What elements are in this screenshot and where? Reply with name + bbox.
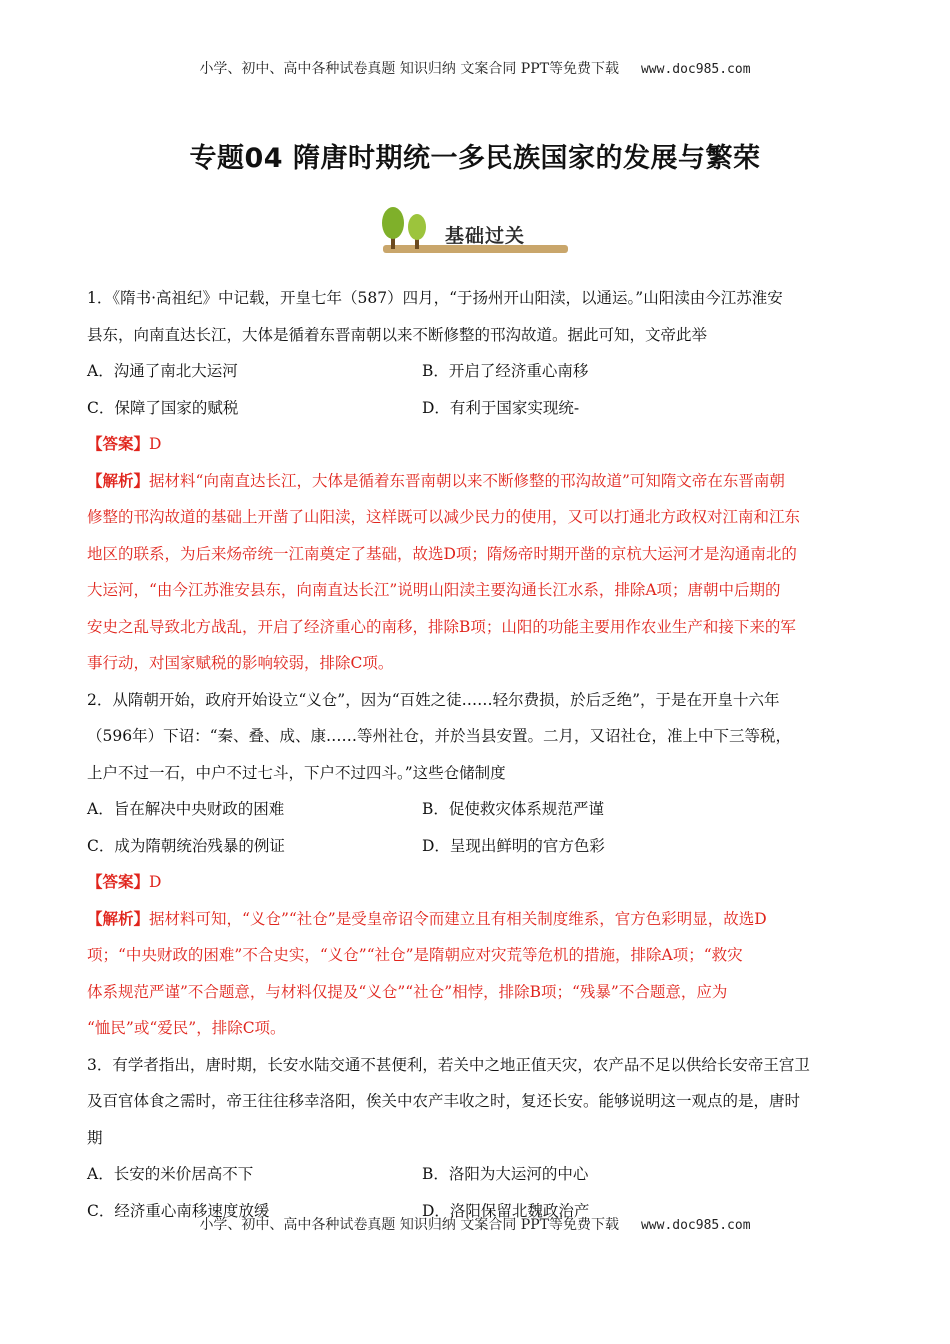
question-stem-line: 及百官体食之需时，帝王往往移幸洛阳，俟关中农产丰收之时，复还长安。能够说明这一观点的是，唐时 [87,1092,801,1110]
question-stem-line: 1．《隋书·高祖纪》中记载，开皇七年（587）四月，“于扬州开山阳渎，以通运。”山阳渎由今江苏淮安 [87,289,783,307]
analysis-line: 安史之乱导致北方战乱，开启了经济重心的南移，排除B项；山阳的功能主要用作农业生产和接下来的军 [87,617,796,636]
option-b: B．促使救灾体系规范严谨 [422,800,604,818]
analysis-line [87,901,865,938]
option-c: C．经济重心南移速度放缓 [87,1201,270,1220]
option-a: A．旨在解决中央财政的困难 [87,800,285,818]
option-b: B．开启了经济重心南移 [422,362,589,380]
analysis-tag: 【解析】 [87,470,150,490]
question-list [87,280,865,1229]
question-stem-line: 2．从隋朝开始，政府开始设立“义仓”，因为“百姓之徒……轻尔费损，於后乏绝”，于是在开皇十六年 [87,690,780,709]
option-c: C．保障了国家的赋税 [87,398,239,417]
options-row [87,1156,865,1193]
question-stem-line: （596年）下诏：“秦、叠、成、康……等州社仓，并於当县安置。二月，又诏社仓，准上中下三等税， [87,727,792,745]
analysis-line: 地区的联系，为后来炀帝统一江南奠定了基础，故选D项；隋炀帝时期开凿的京杭大运河才是沟通南北的 [87,544,797,563]
analysis-line: 事行动，对国家赋税的影响较弱，排除C项。 [87,654,394,672]
answer-line [87,864,865,901]
header-text: 小学、初中、高中各种试卷真题 知识归纳 文案合同 PPT等免费下载 [199,61,619,77]
option-c: C．成为隋朝统治残暴的例证 [87,836,285,855]
answer-value: D [149,873,162,891]
options-row [87,791,865,828]
page-header [0,58,950,78]
question-stem-line: 期 [87,1128,103,1147]
question-3 [87,1047,865,1230]
header-site-link[interactable]: www.doc985.com [640,62,751,77]
analysis-text: 据材料“向南直达长江，大体是循着东晋南朝以来不断修整的邗沟故道”可知隋文帝在东晋南朝 [149,471,785,490]
options-row [87,390,865,427]
analysis-line [87,463,865,500]
options-row [87,353,865,390]
option-d: D．洛阳保留北魏政治产 [422,1201,590,1220]
question-1 [87,280,865,682]
option-a: A．长安的米价居高不下 [87,1165,254,1183]
page-title: 专题04 隋唐时期统一多民族国家的发展与繁荣 [189,143,761,174]
option-b: B．洛阳为大运河的中心 [422,1165,589,1183]
answer-line [87,426,865,463]
page-footer [0,1214,950,1234]
question-stem-line: 县东，向南直达长江，大体是循着东晋南朝以来不断修整的邗沟故道。据此可知，文帝此举 [87,325,708,344]
question-stem-line: 3．有学者指出，唐时期，长安水陆交通不甚便利，若关中之地正值天灾，农产品不足以供给长安帝王宫卫 [87,1055,810,1074]
analysis-tag: 【解析】 [87,908,150,928]
question-2 [87,682,865,1047]
analysis-line: “恤民”或“爱民”，排除C项。 [87,1019,286,1037]
section-badge [375,205,575,263]
option-d: D．有利于国家实现统- [422,398,580,417]
answer-tag: 【答案】 [87,434,150,453]
question-stem-line: 上户不过一石，中户不过七斗，下户不过四斗。”这些仓储制度 [87,763,506,782]
analysis-line: 修整的邗沟故道的基础上开凿了山阳渎，这样既可以减少民力的使用，又可以打通北方政权对江南和江东 [87,508,801,526]
footer-text: 小学、初中、高中各种试卷真题 知识归纳 文案合同 PPT等免费下载 [199,1217,619,1233]
answer-value: D [149,435,162,453]
analysis-line: 体系规范严谨”不合题意，与材料仅提及“义仓”“社仓”相悖，排除B项；“残暴”不合题意，应为 [87,982,728,1001]
analysis-line: 项；“中央财政的困难”不合史实，“义仓”“社仓”是隋朝应对灾荒等危机的措施，排除A项；“救灾 [87,946,743,964]
analysis-text: 据材料可知，“义仓”“社仓”是受皇帝诏令而建立且有相关制度维系，官方色彩明显，故选D [149,909,767,928]
section-badge-label: 基础过关 [445,225,526,247]
option-a: A．沟通了南北大运河 [87,362,238,380]
answer-tag: 【答案】 [87,872,150,891]
analysis-line: 大运河，“由今江苏淮安县东，向南直达长江”说明山阳渎主要沟通长江水系，排除A项；唐朝中后期的 [87,581,781,599]
option-d: D．呈现出鲜明的官方色彩 [422,836,605,855]
options-row [87,828,865,865]
footer-site-link[interactable]: www.doc985.com [640,1218,751,1233]
